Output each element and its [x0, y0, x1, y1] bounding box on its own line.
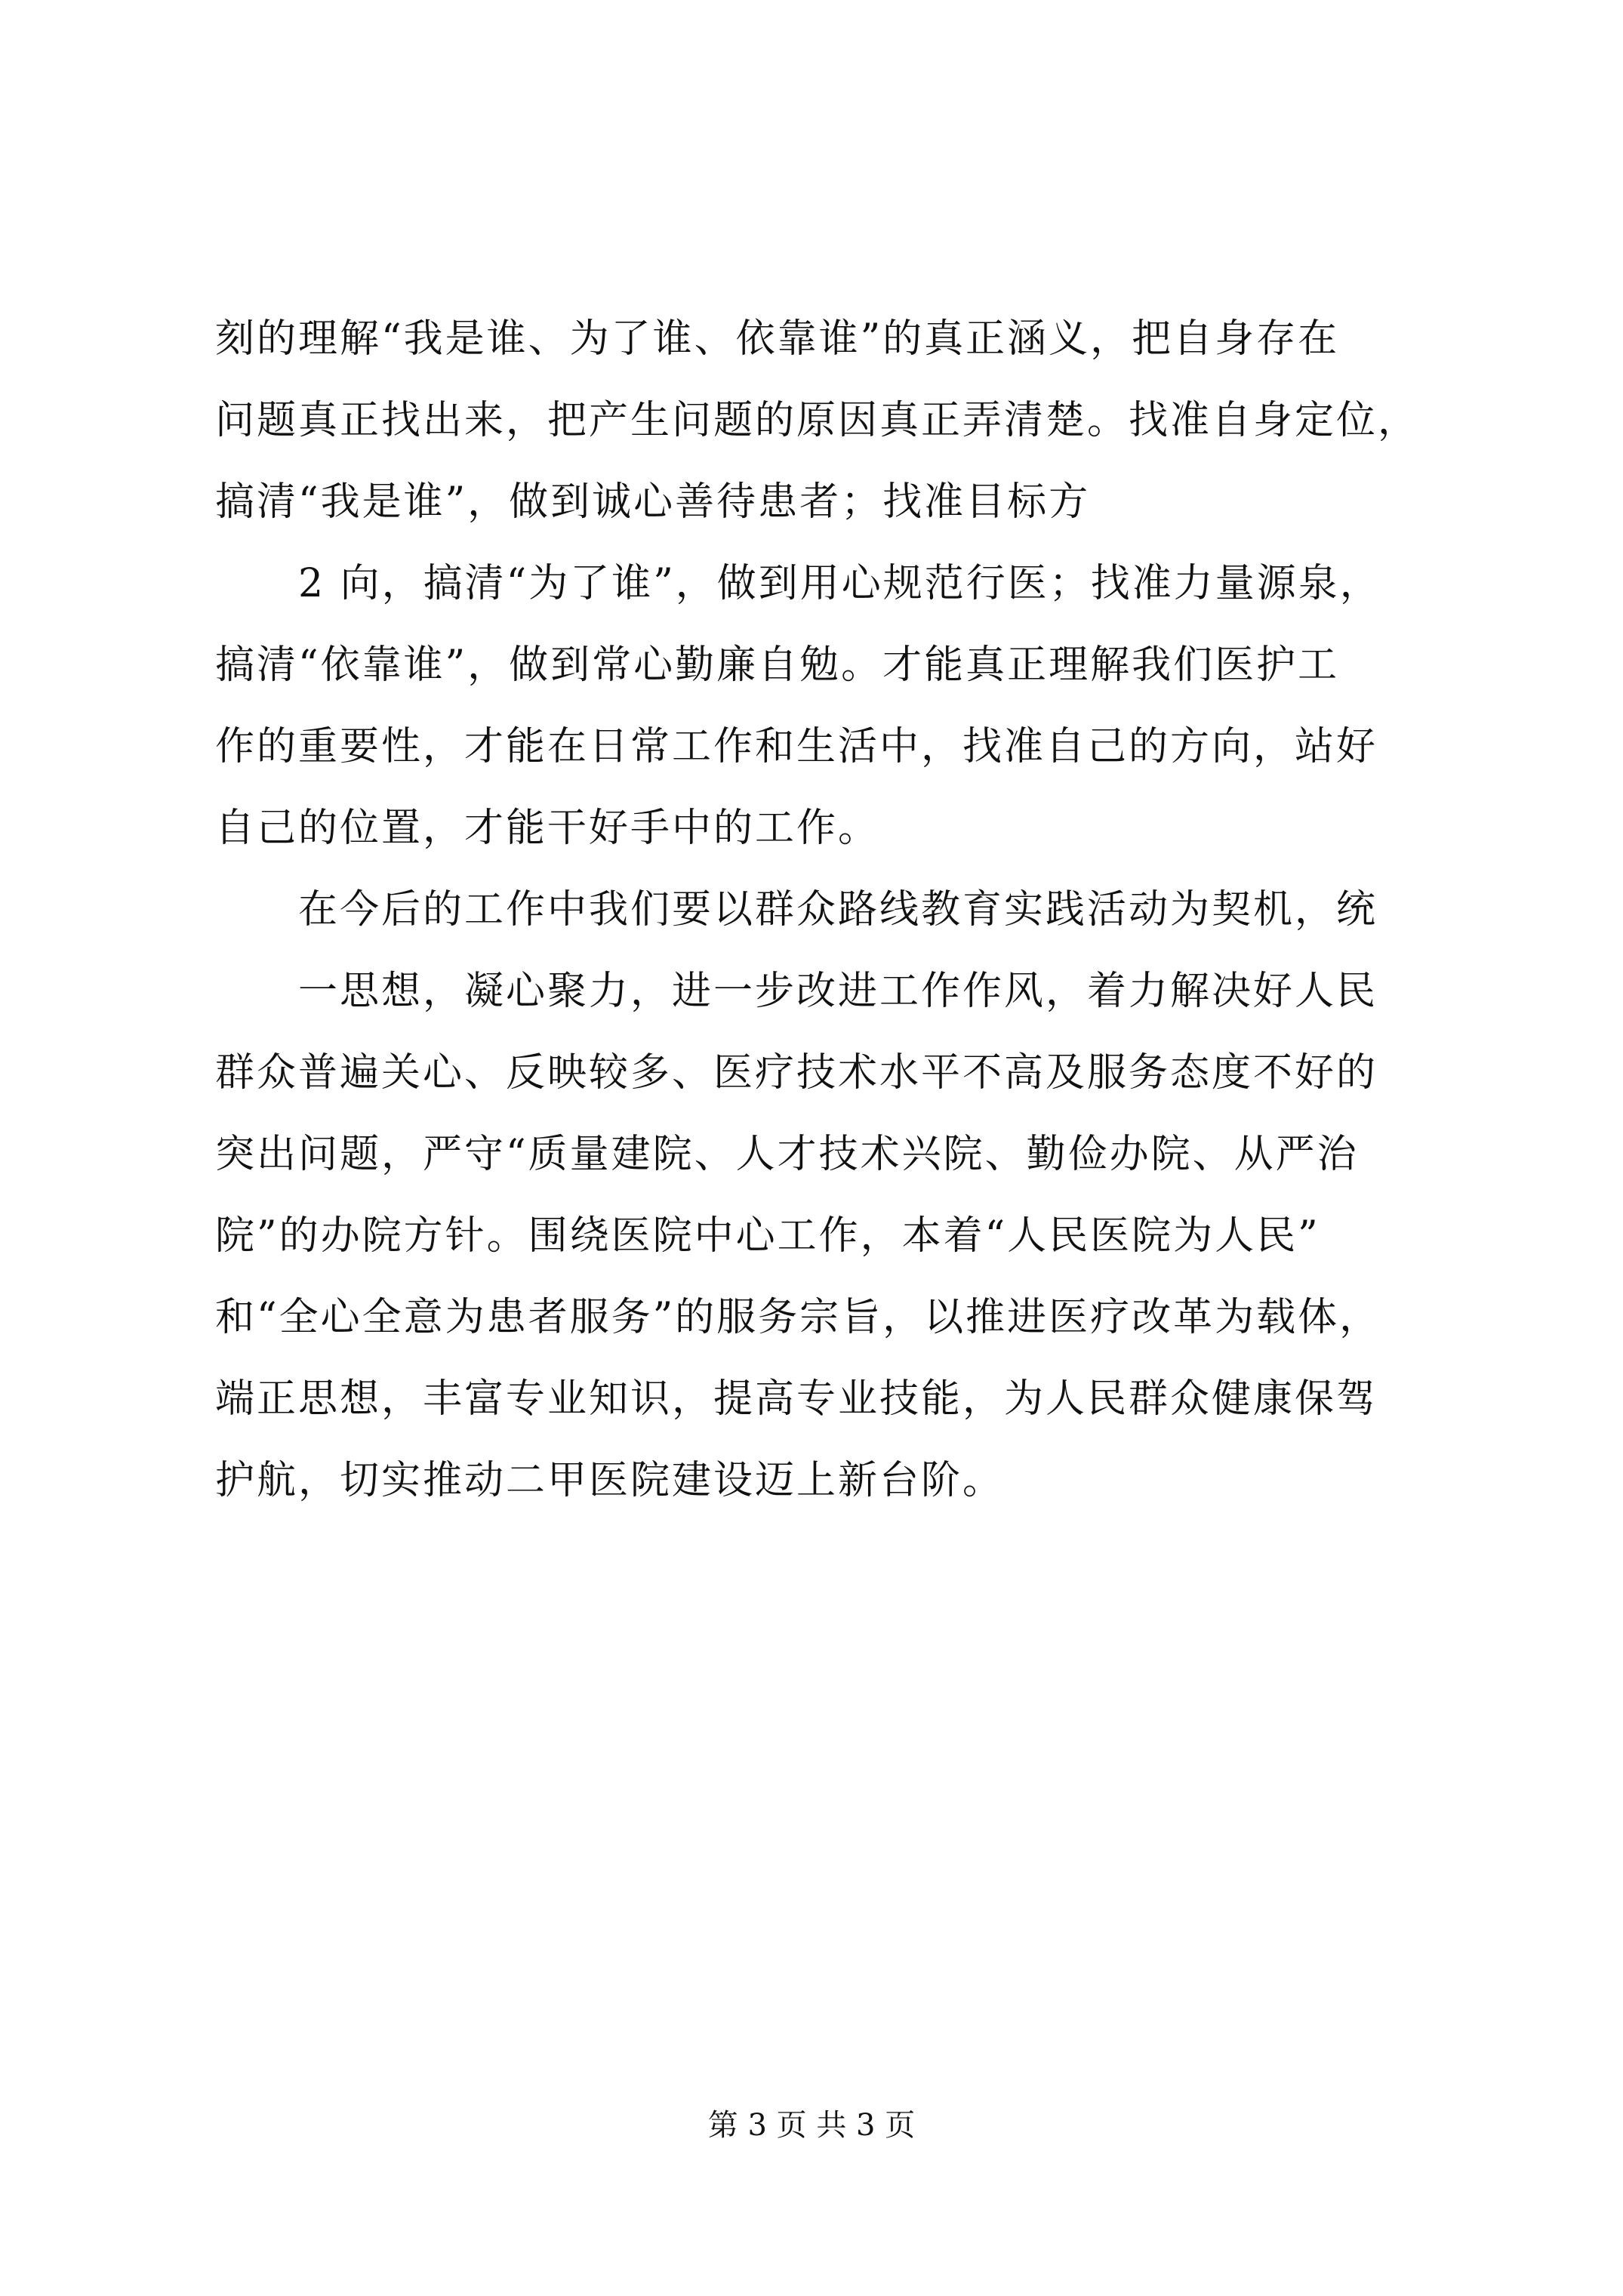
text-line: 自己的位置，才能干好手中的工作。	[215, 806, 880, 851]
text-line: 在今后的工作中我们要以群众路线教育实践活动为契机，统	[298, 887, 1378, 932]
text-line: 搞清“我是谁”，做到诚心善待患者；找准目标方	[215, 479, 1091, 525]
text-line: 作的重要性，才能在日常工作和生活中，找准自己的方向，站好	[215, 724, 1378, 769]
text-line: 突出问题，严守“质量建院、人才技术兴院、勤俭办院、从严治	[215, 1132, 1359, 1177]
text-line: 端正思想，丰富专业知识，提高专业技能，为人民群众健康保驾	[215, 1376, 1378, 1422]
text-line: 刻的理解“我是谁、为了谁、依靠谁”的真正涵义，把自身存在	[215, 316, 1340, 362]
page-number-label: 第 3 页 共 3 页	[707, 2108, 916, 2143]
text-line: 搞清“依靠谁”，做到常心勤廉自勉。才能真正理解我们医护工	[215, 643, 1340, 688]
text-line: 一思想，凝心聚力，进一步改进工作作风，着力解决好人民	[298, 969, 1378, 1014]
text-line: 2 向，搞清“为了谁”，做到用心规范行医；找准力量源泉，	[298, 561, 1381, 606]
text-line: 院”的办院方针。围绕医院中心工作，本着“人民医院为人民”	[215, 1213, 1320, 1259]
page-footer	[0, 2103, 1623, 2148]
text-line: 和“全心全意为患者服务”的服务宗旨，以推进医疗改革为载体，	[215, 1295, 1381, 1340]
text-line: 群众普遍关心、反映较多、医疗技术水平不高及服务态度不好的	[215, 1050, 1378, 1096]
document-body	[215, 298, 1423, 1521]
text-line: 问题真正找出来，把产生问题的原因真正弄清楚。找准自身定位，	[215, 398, 1420, 443]
text-line: 护航，切实推动二甲医院建设迈上新台阶。	[215, 1458, 1005, 1503]
